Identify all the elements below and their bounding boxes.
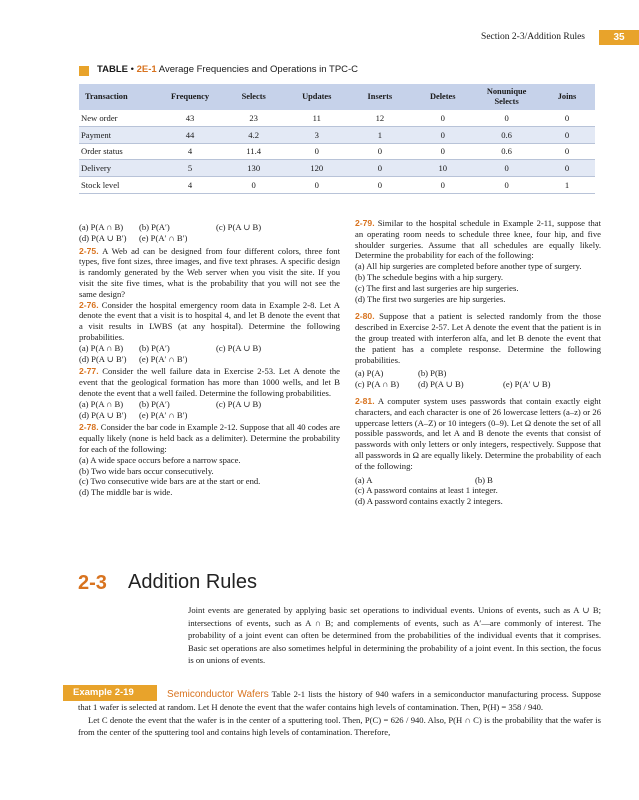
table-cell: 0 <box>222 177 285 194</box>
col-header: Inserts <box>348 84 411 110</box>
table-cell: 0 <box>411 143 474 160</box>
exercise-number: 2-78. <box>79 422 99 433</box>
table-cell: 0 <box>348 160 411 177</box>
table-cell: 0 <box>539 160 595 177</box>
option: (c) P(A ∪ B) <box>216 222 262 232</box>
exercise-2-79 <box>355 218 601 261</box>
table-cell: 11 <box>285 110 348 126</box>
option: (a) P(A ∩ B) <box>79 398 124 409</box>
list-item: (d) The middle bar is wide. <box>79 487 173 498</box>
col-header: Frequency <box>158 84 223 110</box>
option-row <box>79 222 340 233</box>
option: (c) P(A ∪ B) <box>216 398 262 409</box>
running-head: Section 2-3/Addition Rules <box>481 32 585 42</box>
option: (b) P(A′) <box>139 342 170 353</box>
table-cell: 0 <box>411 177 474 194</box>
exercise-2-80 <box>355 311 601 365</box>
section-number: 2-3 <box>78 572 107 594</box>
col-header: Joins <box>539 84 595 110</box>
option-row <box>79 233 340 244</box>
exercise-number: 2-75. <box>79 245 99 256</box>
exercise-text: Consider the bar code in Example 2-12. Suppose that all 40 codes are equally likely (none is held back as a delimiter). Determine the probability for each of the following: <box>79 422 341 454</box>
exercise-2-81 <box>355 396 601 472</box>
table-cell: 0 <box>539 143 595 160</box>
table-row <box>79 160 595 177</box>
table-cell: 12 <box>348 110 411 126</box>
option: (a) P(A ∩ B) <box>79 222 124 232</box>
col-header: Updates <box>285 84 348 110</box>
table-row <box>79 143 595 160</box>
table-cell: 0.6 <box>474 143 539 160</box>
list-item: (d) The first two surgeries are hip surgeries. <box>355 293 506 304</box>
exercise-2-76 <box>79 300 340 343</box>
exercise-text: A computer system uses passwords that contain exactly eight characters, and each character is one of 26 lowercase letters (a–z) or 26 uppercase letters (A–Z) or 10 integers (0–9). Let Ω denote the set of all possible passwords, and let A and B denote the events that consist of passwords with only letters or only integers, respectively. Suppose that all passwords in Ω are equally likely. Determine the probability of each of the following: <box>355 395 601 471</box>
exercise-number: 2-76. <box>79 299 99 310</box>
col-header: Selects <box>222 84 285 110</box>
table-label: TABLE <box>97 64 128 75</box>
table-bullet: • <box>130 64 134 75</box>
exercise-text: Suppose that a patient is selected randomly from the those described in Exercise 2-57. Let A denote the event that the patient is in the group treated with interferon alfa, and let B denote the event that the patient has a complete response. Determine the following probabilities. <box>355 311 602 365</box>
table-row <box>79 110 595 126</box>
table-marker-icon <box>79 66 89 76</box>
table-cell: 0.6 <box>474 126 539 143</box>
section-intro: Joint events are generated by applying basic set operations to individual events. Unions of events, such as A ∪ B; intersections of events, such as A ∩ B; and complements of events, such as A′—are commonly of interest. The probability of a joint event can often be determined from the probabilities of the individual events that it comprises. Basic set operations are also sometimes helpful in determining the probability of a joint event. In this section, the focus is on unions of events. <box>188 605 601 666</box>
option-row <box>79 399 340 410</box>
table-cell: 0 <box>539 110 595 126</box>
col-header: Nonunique Selects <box>474 84 539 110</box>
option: (d) P(A ∪ B′) <box>79 232 127 243</box>
table-cell: Delivery <box>79 160 158 177</box>
table-row <box>79 126 595 143</box>
option: (a) P(A ∩ B) <box>79 342 124 353</box>
option: (e) P(A′ ∩ B′) <box>139 353 188 364</box>
right-column <box>355 218 601 507</box>
table-cell: 3 <box>285 126 348 143</box>
option: (b) P(A′) <box>139 222 170 232</box>
table-cell: 4 <box>158 143 223 160</box>
table-cell: 11.4 <box>222 143 285 160</box>
option-row <box>79 354 340 365</box>
exercise-2-78 <box>79 422 340 454</box>
option: (e) P(A′ ∩ B′) <box>139 232 188 243</box>
table-cell: 1 <box>539 177 595 194</box>
list-item: (a) A wide space occurs before a narrow space. <box>79 454 241 465</box>
option: (e) P(A′ ∪ B) <box>503 379 551 390</box>
exercise-text: Similar to the hospital schedule in Example 2-11, suppose that an operating room needs to schedule three knee, four hip, and five shoulder surgeries. Assume that all schedules are equally likely. Determine the probability for each of the following: <box>355 218 601 261</box>
option: (b) B <box>475 474 493 485</box>
table-cell: Stock level <box>79 177 158 194</box>
exercise-number: 2-81. <box>355 395 375 406</box>
table-cell: 5 <box>158 160 223 177</box>
col-header: Transaction <box>79 84 158 110</box>
exercise-2-77 <box>79 366 340 398</box>
table-header-row <box>79 84 595 110</box>
option: (c) P(A ∪ B) <box>216 342 262 353</box>
exercise-number: 2-80. <box>355 311 375 322</box>
example-title: Semiconductor Wafers <box>167 689 269 700</box>
list-item: (c) The first and last surgeries are hip surgeries. <box>355 282 519 293</box>
exercise-text: Consider the well failure data in Exercise 2-53. Let A denote the event that the geological formation has more than 1000 wells, and let B denote the event that a well failed. Determine the following probabilities. <box>79 366 340 398</box>
option: (a) A <box>355 474 373 485</box>
left-column <box>79 222 340 498</box>
option-row <box>355 475 601 486</box>
list-item: (b) The schedule begins with a hip surgery. <box>355 271 504 282</box>
section-title: Addition Rules <box>128 571 257 593</box>
table-caption <box>97 64 358 75</box>
table-cell: 0 <box>474 110 539 126</box>
example-body <box>78 688 601 739</box>
table-cell: 0 <box>474 177 539 194</box>
option-row <box>79 410 340 421</box>
option: (a) P(A) <box>355 368 384 379</box>
option: (c) A password contains at least 1 integer. <box>355 485 498 496</box>
col-header: Deletes <box>411 84 474 110</box>
table-cell: 0 <box>285 143 348 160</box>
table-cell: 0 <box>348 143 411 160</box>
page-number: 35 <box>599 30 639 45</box>
exercise-text: A Web ad can be designed from four different colors, three font types, five font sizes, three images, and five text phrases. A specific design is randomly generated by the Web server when you visit the site. If you visit the site five times, what is the probability that you will not see the same design? <box>79 245 340 299</box>
table-row <box>79 177 595 194</box>
table-cell: 4 <box>158 177 223 194</box>
exercise-number: 2-77. <box>79 366 99 377</box>
option: (d) P(A ∪ B) <box>418 379 464 390</box>
exercise-2-75 <box>79 246 340 300</box>
option: (b) P(B) <box>418 368 447 379</box>
table-cell: 120 <box>285 160 348 177</box>
table-cell: 130 <box>222 160 285 177</box>
table-number: 2E-1 <box>136 64 157 75</box>
list-item: (b) Two wide bars occur consecutively. <box>79 465 214 476</box>
option: (c) P(A ∩ B) <box>355 379 400 390</box>
example-label: Example 2-19 <box>63 685 157 701</box>
table-cell: 0 <box>411 110 474 126</box>
table-cell: 1 <box>348 126 411 143</box>
table-cell: 43 <box>158 110 223 126</box>
option-row <box>355 379 601 390</box>
table-cell: 44 <box>158 126 223 143</box>
exercise-number: 2-79. <box>355 218 375 228</box>
table-cell: 0 <box>285 177 348 194</box>
option-row <box>355 368 601 379</box>
option: (d) A password contains exactly 2 integers. <box>355 496 503 507</box>
tpc-c-table <box>79 84 595 194</box>
list-item: (c) Two consecutive wide bars are at the start or end. <box>79 476 261 487</box>
table-cell: 0 <box>411 126 474 143</box>
option-row <box>79 343 340 354</box>
exercise-text: Consider the hospital emergency room data in Example 2-8. Let A denote the event that a visit is to hospital 4, and let B denote the event that a visit results in LWBS (at any hospital). Determine the following probabilities. <box>79 299 340 342</box>
table-cell: 0 <box>474 160 539 177</box>
option: (d) P(A ∪ B′) <box>79 409 127 420</box>
option: (e) P(A′ ∩ B′) <box>139 409 188 420</box>
option: (d) P(A ∪ B′) <box>79 353 127 364</box>
table-title: Average Frequencies and Operations in TPC-C <box>158 64 359 75</box>
table-cell: New order <box>79 110 158 126</box>
table-cell: Order status <box>79 143 158 160</box>
example-text: Let C denote the event that the wafer is in the center of a sputtering tool. Then, P(C) = 626 / 940. Also, P(H ∩ C) is the probability that the wafer is from the center of the sputtering tool and contains high levels of contamination. Therefore, <box>78 714 601 738</box>
table-cell: Payment <box>79 126 158 143</box>
table-cell: 23 <box>222 110 285 126</box>
list-item: (a) All hip surgeries are completed before another type of surgery. <box>355 261 582 272</box>
option: (b) P(A′) <box>139 398 170 409</box>
table-cell: 4.2 <box>222 126 285 143</box>
table-cell: 10 <box>411 160 474 177</box>
table-cell: 0 <box>348 177 411 194</box>
table-cell: 0 <box>539 126 595 143</box>
example-text: Table 2-1 lists the history of 940 wafers in a semiconductor manufacturing process. Suppose that 1 wafer is selected at random. Let H denote the event that the wafer contains high levels of contamination. Then, P(H) = 358 / 940. <box>78 689 601 713</box>
